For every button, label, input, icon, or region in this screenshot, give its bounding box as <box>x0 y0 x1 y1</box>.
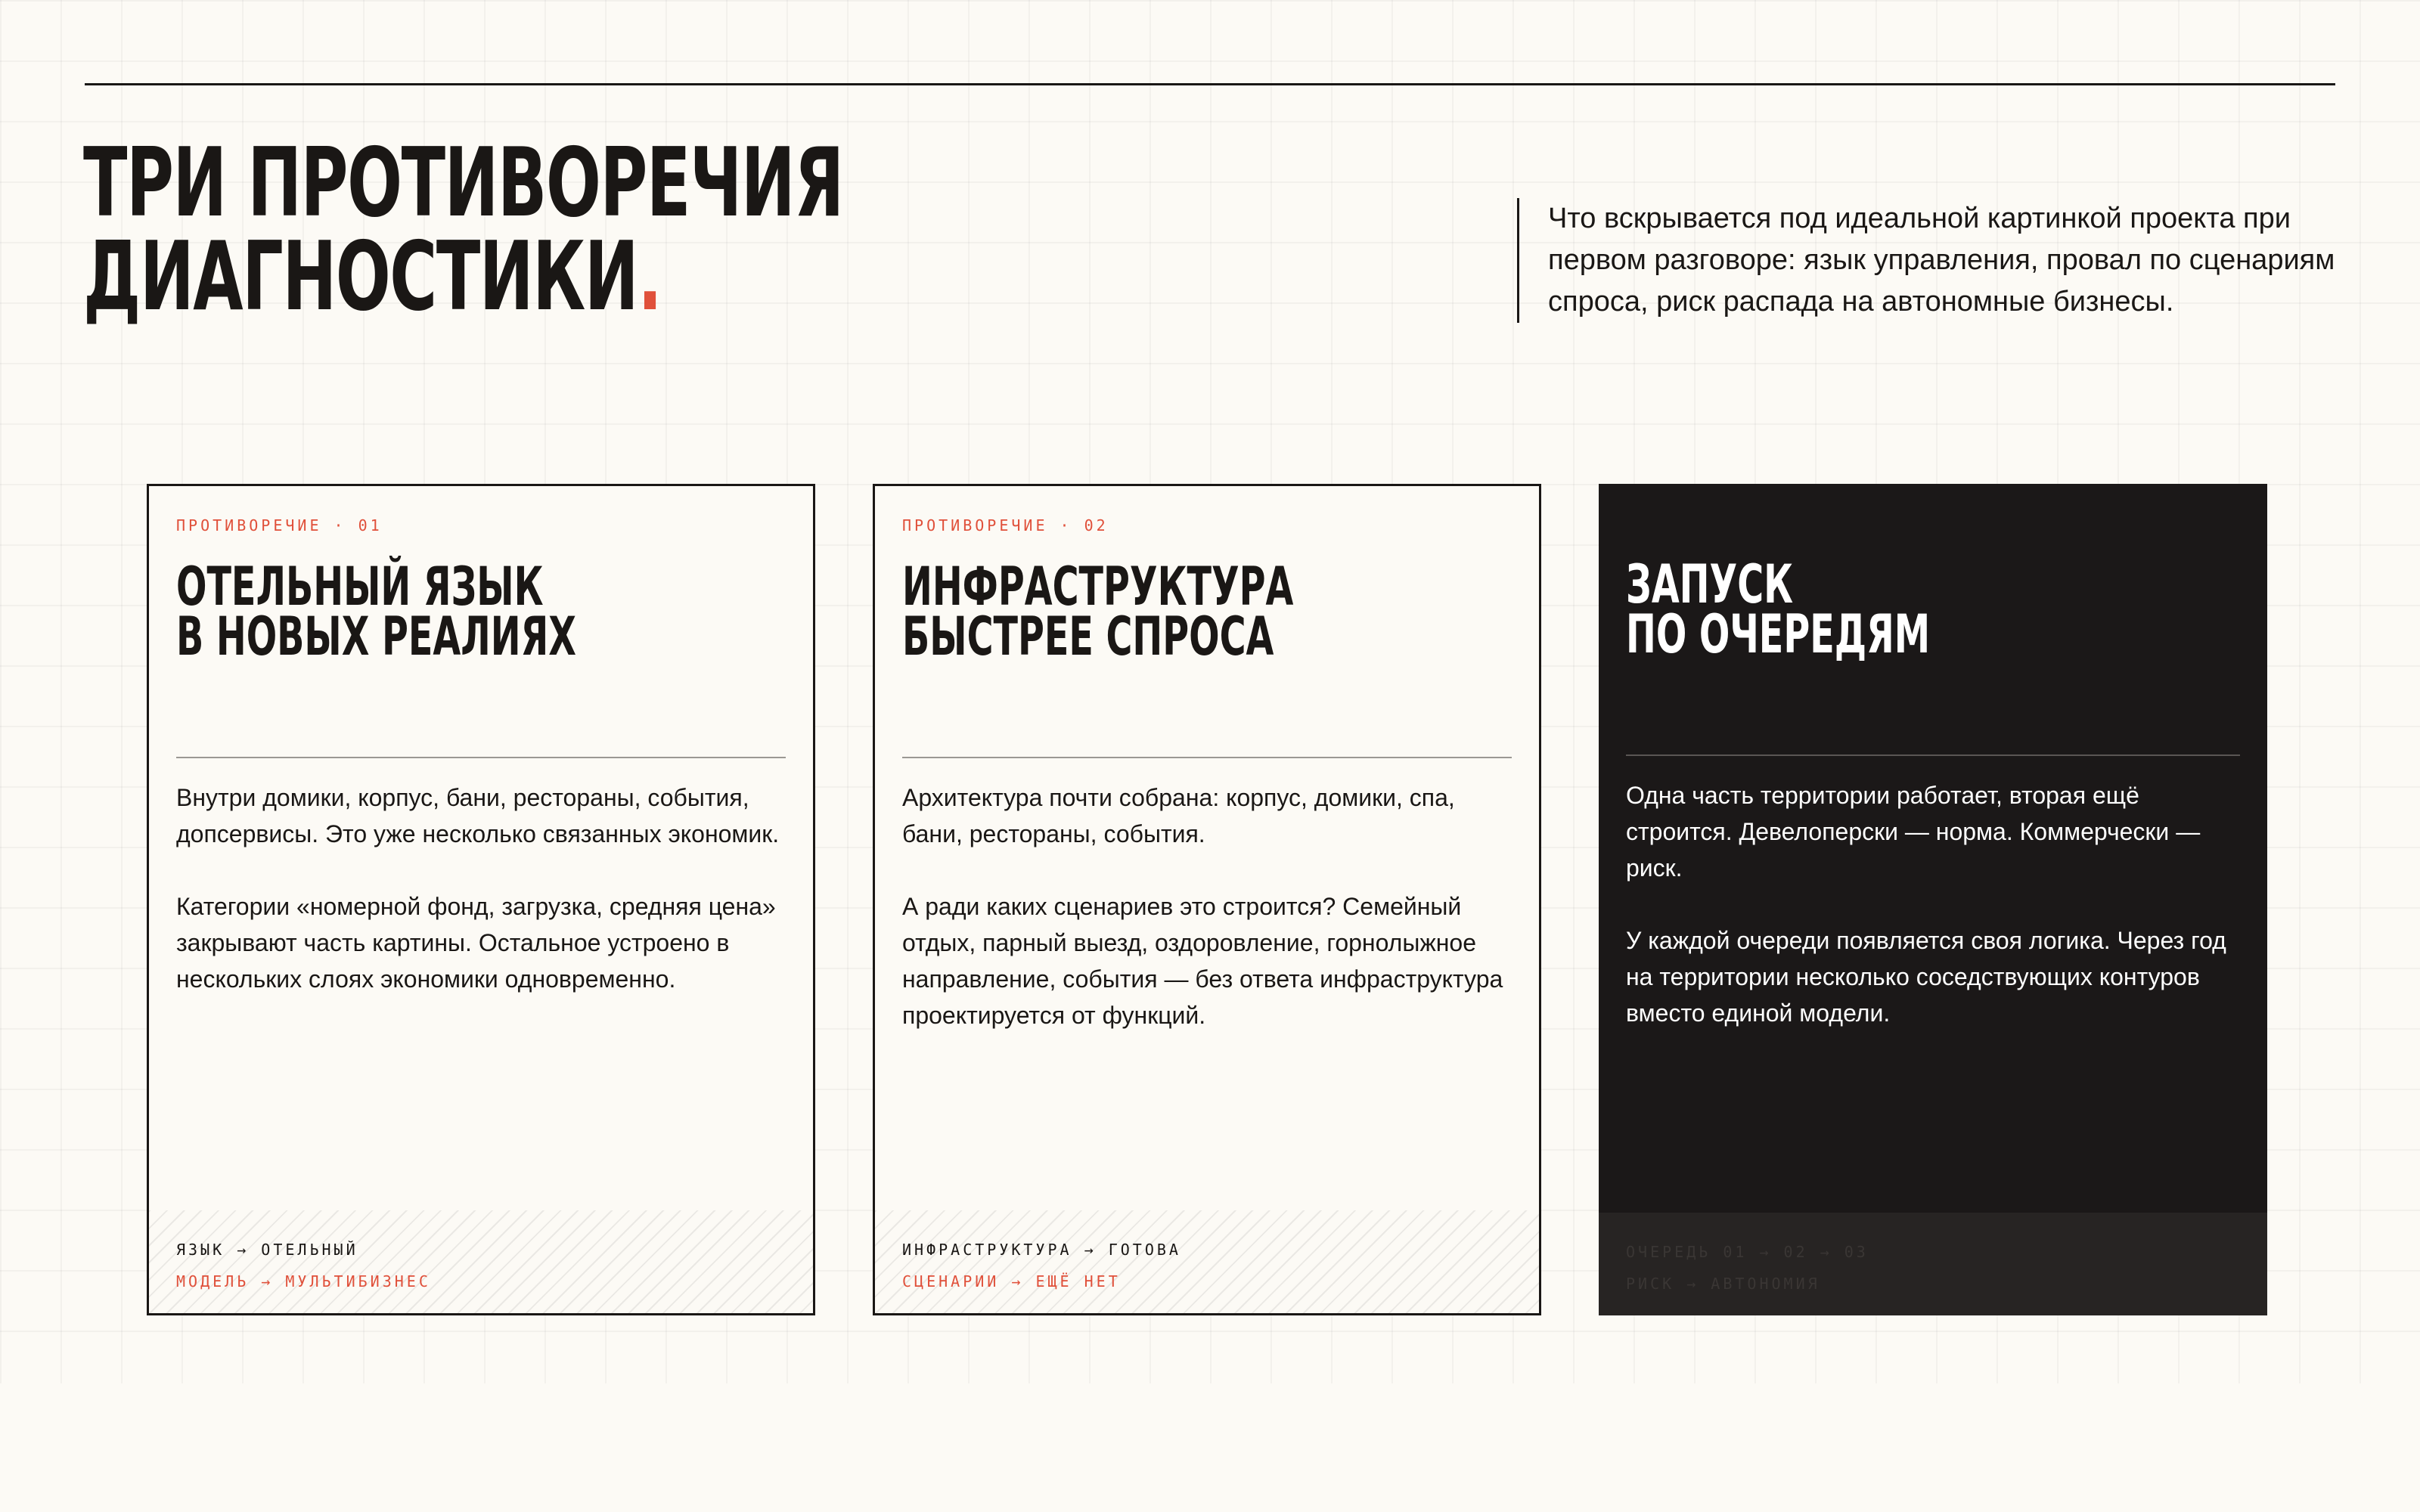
card-title-line-2: БЫСТРЕЕ СПРОСА <box>902 606 1274 668</box>
title-line-1: ТРИ ПРОТИВОРЕЧИЯ <box>83 127 843 238</box>
card-divider <box>902 757 1512 758</box>
card-kicker: ПРОТИВОРЕЧИЕ · 02 <box>902 516 1109 534</box>
card-content <box>902 486 1512 1313</box>
card-paragraph-2: А ради каких сценариев это строится? Семейный отдых, парный выезд, оздоровление, горнолыжное направление, события — без ответа инфраструктура проектируется от функций. <box>902 893 1503 1029</box>
card-title-line-2: ПО ОЧЕРЕДЯМ <box>1626 603 1931 665</box>
card-body <box>1626 777 2240 1067</box>
bottom-margin <box>0 1383 2420 1512</box>
card-footer <box>875 1210 1539 1313</box>
card-paragraph-2: Категории «номерной фонд, загрузка, средняя цена» закрывают часть картины. Остальное устроено в нескольких слоях экономики одновременно. <box>176 893 776 993</box>
card-divider <box>176 757 786 758</box>
title-line-2 <box>83 221 843 332</box>
title-accent-dot: . <box>638 221 662 332</box>
card-paragraph-1: Одна часть территории работает, вторая ещё строится. Девелоперски — норма. Коммерчески — риск. <box>1626 782 2201 881</box>
card-content <box>1626 484 2240 1315</box>
card-title <box>902 556 1294 668</box>
contradiction-card-1 <box>147 484 815 1315</box>
card-title <box>1626 553 1931 665</box>
card-footer-line-2: РИСК → АВТОНОМИЯ <box>1626 1275 1820 1293</box>
card-paragraph-2: У каждой очереди появляется своя логика. Через год на территории несколько соседствующих контуров вместо единой модели. <box>1626 927 2226 1027</box>
card-paragraph-1: Архитектура почти собрана: корпус, домики, спа, бани, рестораны, события. <box>902 784 1455 847</box>
card-paragraph-1: Внутри домики, корпус, бани, рестораны, события, допсервисы. Это уже несколько связанных экономик. <box>176 784 780 847</box>
page-title <box>83 127 843 332</box>
card-title <box>176 556 576 668</box>
card-title-line-1: ОТЕЛЬНЫЙ ЯЗЫК <box>176 556 544 618</box>
card-footer <box>149 1210 813 1313</box>
card-content <box>176 486 786 1313</box>
card-body <box>176 779 786 1033</box>
card-title-line-1: ИНФРАСТРУКТУРА <box>902 556 1294 618</box>
card-footer-line-2: СЦЕНАРИИ → ЕЩЁ НЕТ <box>902 1272 1121 1290</box>
card-footer-line-2: МОДЕЛЬ → МУЛЬТИБИЗНЕС <box>176 1272 431 1290</box>
contradiction-card-3 <box>1599 484 2267 1315</box>
card-divider <box>1626 754 2240 756</box>
card-footer <box>1599 1213 2267 1315</box>
top-divider <box>85 83 2335 85</box>
title-line-2-text: ДИАГНОСТИКИ <box>83 221 638 332</box>
card-footer-line-1: ОЧЕРЕДЬ 01 → 02 → 03 <box>1626 1243 1869 1261</box>
card-footer-line-1: ИНФРАСТРУКТУРА → ГОТОВА <box>902 1241 1181 1259</box>
page-subtitle: Что вскрывается под идеальной картинкой проекта при первом разговоре: язык управления, провал по сценариям спроса, риск распада на автономные бизнесы. <box>1517 198 2372 323</box>
card-footer-line-1: ЯЗЫК → ОТЕЛЬНЫЙ <box>176 1241 358 1259</box>
card-body <box>902 779 1512 1070</box>
card-title-line-2: В НОВЫХ РЕАЛИЯХ <box>176 606 576 668</box>
contradiction-card-2 <box>873 484 1541 1315</box>
card-title-line-1: ЗАПУСК <box>1626 553 1794 615</box>
card-kicker: ПРОТИВОРЕЧИЕ · 01 <box>176 516 383 534</box>
